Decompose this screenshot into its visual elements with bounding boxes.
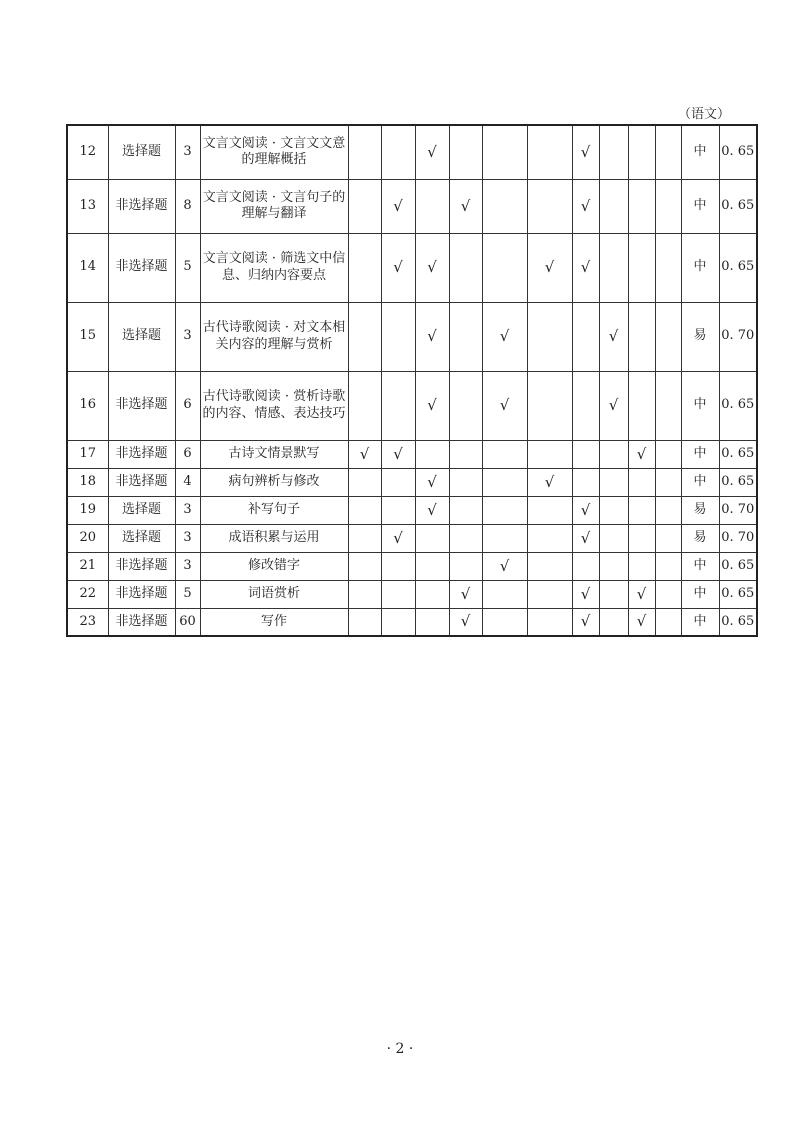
difficulty-cell: 易: [681, 496, 719, 524]
question-number-cell: 19: [67, 496, 108, 524]
coefficient-cell: 0. 65: [719, 440, 757, 468]
check-cell: √: [449, 580, 482, 608]
check-cell: [348, 580, 381, 608]
check-cell: [599, 552, 628, 580]
check-cell: [655, 233, 681, 302]
table-row: [67, 468, 757, 496]
content-cell: [200, 552, 348, 580]
check-cell: [381, 608, 415, 636]
content-text: 补写句子: [247, 501, 300, 517]
content-text: 词语赏析: [247, 585, 300, 601]
check-cell: [482, 496, 527, 524]
check-cell: [449, 552, 482, 580]
check-cell: √: [599, 302, 628, 371]
check-cell: [655, 524, 681, 552]
check-cell: [415, 580, 449, 608]
check-cell: [482, 440, 527, 468]
check-cell: √: [415, 125, 449, 179]
check-cell: [628, 233, 655, 302]
check-cell: [655, 468, 681, 496]
table-row: [67, 179, 757, 233]
check-cell: [482, 580, 527, 608]
content-cell: [200, 125, 348, 179]
content-text: 成语积累与运用: [228, 529, 320, 545]
check-cell: √: [572, 608, 599, 636]
question-number-cell: 18: [67, 468, 108, 496]
check-cell: [348, 233, 381, 302]
check-cell: [527, 552, 572, 580]
table-row: [67, 524, 757, 552]
check-cell: √: [572, 496, 599, 524]
check-cell: [348, 125, 381, 179]
check-cell: [381, 125, 415, 179]
check-cell: [482, 233, 527, 302]
check-cell: [449, 524, 482, 552]
check-cell: [628, 302, 655, 371]
check-cell: [482, 468, 527, 496]
check-cell: [482, 524, 527, 552]
check-cell: [449, 302, 482, 371]
check-cell: [348, 468, 381, 496]
difficulty-cell: 中: [681, 440, 719, 468]
question-number-cell: 20: [67, 524, 108, 552]
specification-table: [66, 124, 758, 637]
check-cell: √: [415, 496, 449, 524]
check-cell: [599, 233, 628, 302]
table-row: [67, 496, 757, 524]
content-text: 写作: [260, 613, 287, 629]
check-cell: [599, 524, 628, 552]
check-cell: √: [572, 580, 599, 608]
check-cell: [527, 580, 572, 608]
content-text: 文言文阅读 · 筛选文中信息、归纳内容要点: [202, 251, 346, 283]
content-text: 文言文阅读 · 文言句子的理解与翻译: [202, 189, 346, 221]
coefficient-cell: 0. 65: [719, 125, 757, 179]
check-cell: [628, 496, 655, 524]
check-cell: [482, 125, 527, 179]
check-cell: √: [348, 440, 381, 468]
coefficient-cell: 0. 70: [719, 524, 757, 552]
check-cell: [599, 468, 628, 496]
check-cell: [599, 125, 628, 179]
page-number: · 2 ·: [386, 1041, 414, 1057]
check-cell: [415, 440, 449, 468]
content-cell: [200, 302, 348, 371]
question-number-cell: 22: [67, 580, 108, 608]
content-cell: [200, 468, 348, 496]
content-cell: [200, 233, 348, 302]
table-row: [67, 552, 757, 580]
difficulty-cell: 易: [681, 524, 719, 552]
content-cell: [200, 496, 348, 524]
check-cell: [655, 125, 681, 179]
check-cell: [572, 302, 599, 371]
coefficient-cell: 0. 65: [719, 371, 757, 440]
question-number-cell: 21: [67, 552, 108, 580]
coefficient-cell: 0. 65: [719, 233, 757, 302]
question-number-cell: 12: [67, 125, 108, 179]
table-row: [67, 233, 757, 302]
content-text: 文言文阅读 · 文言文文意的理解概括: [202, 136, 346, 168]
question-number-cell: 17: [67, 440, 108, 468]
coefficient-cell: 0. 70: [719, 302, 757, 371]
content-cell: [200, 608, 348, 636]
check-cell: [348, 179, 381, 233]
check-cell: [527, 524, 572, 552]
check-cell: √: [599, 371, 628, 440]
coefficient-cell: 0. 65: [719, 468, 757, 496]
check-cell: [599, 440, 628, 468]
check-cell: √: [381, 179, 415, 233]
check-cell: √: [527, 233, 572, 302]
question-number-cell: 13: [67, 179, 108, 233]
score-cell: 6: [175, 371, 200, 440]
check-cell: √: [415, 233, 449, 302]
question-type-cell: 非选择题: [108, 552, 175, 580]
table-row: [67, 371, 757, 440]
content-text: 修改错字: [247, 557, 300, 573]
check-cell: [572, 371, 599, 440]
difficulty-cell: 中: [681, 580, 719, 608]
check-cell: [449, 496, 482, 524]
check-cell: [381, 496, 415, 524]
content-cell: [200, 524, 348, 552]
content-text: 病句辨析与修改: [228, 473, 320, 489]
question-number-cell: 16: [67, 371, 108, 440]
check-cell: [415, 552, 449, 580]
difficulty-cell: 中: [681, 608, 719, 636]
coefficient-cell: 0. 65: [719, 552, 757, 580]
check-cell: √: [482, 302, 527, 371]
check-cell: [628, 371, 655, 440]
question-type-cell: 选择题: [108, 125, 175, 179]
score-cell: 3: [175, 524, 200, 552]
check-cell: √: [628, 608, 655, 636]
check-cell: √: [482, 552, 527, 580]
check-cell: [572, 552, 599, 580]
question-type-cell: 非选择题: [108, 468, 175, 496]
difficulty-cell: 中: [681, 233, 719, 302]
check-cell: [655, 179, 681, 233]
table-row: [67, 580, 757, 608]
check-cell: [482, 179, 527, 233]
check-cell: [381, 580, 415, 608]
check-cell: √: [482, 371, 527, 440]
check-cell: √: [381, 233, 415, 302]
check-cell: √: [415, 468, 449, 496]
table-row: [67, 440, 757, 468]
table-row: [67, 302, 757, 371]
check-cell: [348, 496, 381, 524]
check-cell: [655, 496, 681, 524]
check-cell: [381, 371, 415, 440]
check-cell: [628, 524, 655, 552]
coefficient-cell: 0. 65: [719, 608, 757, 636]
check-cell: [628, 468, 655, 496]
check-cell: [527, 179, 572, 233]
check-cell: [599, 608, 628, 636]
check-cell: √: [381, 440, 415, 468]
question-type-cell: 非选择题: [108, 608, 175, 636]
check-cell: [381, 552, 415, 580]
check-cell: √: [572, 125, 599, 179]
content-cell: [200, 440, 348, 468]
content-cell: [200, 580, 348, 608]
check-cell: [655, 371, 681, 440]
check-cell: [348, 371, 381, 440]
check-cell: [628, 552, 655, 580]
table-row: [67, 125, 757, 179]
subject-label: （语文）: [677, 107, 730, 122]
score-cell: 8: [175, 179, 200, 233]
table-row: [67, 608, 757, 636]
check-cell: √: [449, 608, 482, 636]
check-cell: √: [572, 233, 599, 302]
question-number-cell: 14: [67, 233, 108, 302]
check-cell: [599, 179, 628, 233]
score-cell: 3: [175, 125, 200, 179]
check-cell: √: [381, 524, 415, 552]
check-cell: [655, 608, 681, 636]
question-type-cell: 非选择题: [108, 580, 175, 608]
check-cell: [449, 371, 482, 440]
check-cell: √: [449, 179, 482, 233]
difficulty-cell: 中: [681, 179, 719, 233]
check-cell: [381, 302, 415, 371]
content-cell: [200, 179, 348, 233]
content-cell: [200, 371, 348, 440]
check-cell: √: [628, 440, 655, 468]
check-cell: [449, 125, 482, 179]
check-cell: √: [415, 302, 449, 371]
score-cell: 5: [175, 233, 200, 302]
score-cell: 6: [175, 440, 200, 468]
difficulty-cell: 中: [681, 468, 719, 496]
content-text: 古代诗歌阅读 · 赏析诗歌的内容、情感、表达技巧: [202, 389, 346, 421]
content-text: 古诗文情景默写: [228, 445, 320, 461]
question-number-cell: 15: [67, 302, 108, 371]
check-cell: √: [572, 179, 599, 233]
coefficient-cell: 0. 65: [719, 179, 757, 233]
difficulty-cell: 易: [681, 302, 719, 371]
check-cell: [527, 608, 572, 636]
score-cell: 4: [175, 468, 200, 496]
check-cell: [628, 179, 655, 233]
check-cell: [449, 468, 482, 496]
content-text: 古代诗歌阅读 · 对文本相关内容的理解与赏析: [202, 320, 346, 352]
check-cell: √: [628, 580, 655, 608]
score-cell: 3: [175, 302, 200, 371]
question-type-cell: 非选择题: [108, 371, 175, 440]
check-cell: [449, 440, 482, 468]
score-cell: 3: [175, 552, 200, 580]
check-cell: [655, 440, 681, 468]
check-cell: [655, 552, 681, 580]
question-type-cell: 选择题: [108, 524, 175, 552]
check-cell: [415, 608, 449, 636]
check-cell: [348, 552, 381, 580]
check-cell: [527, 496, 572, 524]
check-cell: [348, 302, 381, 371]
check-cell: [527, 125, 572, 179]
coefficient-cell: 0. 65: [719, 580, 757, 608]
check-cell: [527, 440, 572, 468]
check-cell: [599, 580, 628, 608]
question-type-cell: 选择题: [108, 496, 175, 524]
check-cell: [628, 125, 655, 179]
score-cell: 60: [175, 608, 200, 636]
check-cell: [655, 302, 681, 371]
check-cell: √: [572, 524, 599, 552]
question-type-cell: 选择题: [108, 302, 175, 371]
question-type-cell: 非选择题: [108, 233, 175, 302]
check-cell: [572, 468, 599, 496]
check-cell: [381, 468, 415, 496]
score-cell: 5: [175, 580, 200, 608]
check-cell: [599, 496, 628, 524]
difficulty-cell: 中: [681, 552, 719, 580]
question-type-cell: 非选择题: [108, 179, 175, 233]
check-cell: [415, 179, 449, 233]
difficulty-cell: 中: [681, 371, 719, 440]
question-number-cell: 23: [67, 608, 108, 636]
question-type-cell: 非选择题: [108, 440, 175, 468]
score-cell: 3: [175, 496, 200, 524]
check-cell: [655, 580, 681, 608]
coefficient-cell: 0. 70: [719, 496, 757, 524]
check-cell: [482, 608, 527, 636]
check-cell: [527, 371, 572, 440]
check-cell: [572, 440, 599, 468]
check-cell: [348, 608, 381, 636]
check-cell: [348, 524, 381, 552]
check-cell: [527, 302, 572, 371]
check-cell: √: [527, 468, 572, 496]
check-cell: √: [415, 371, 449, 440]
check-cell: [449, 233, 482, 302]
difficulty-cell: 中: [681, 125, 719, 179]
check-cell: [415, 524, 449, 552]
